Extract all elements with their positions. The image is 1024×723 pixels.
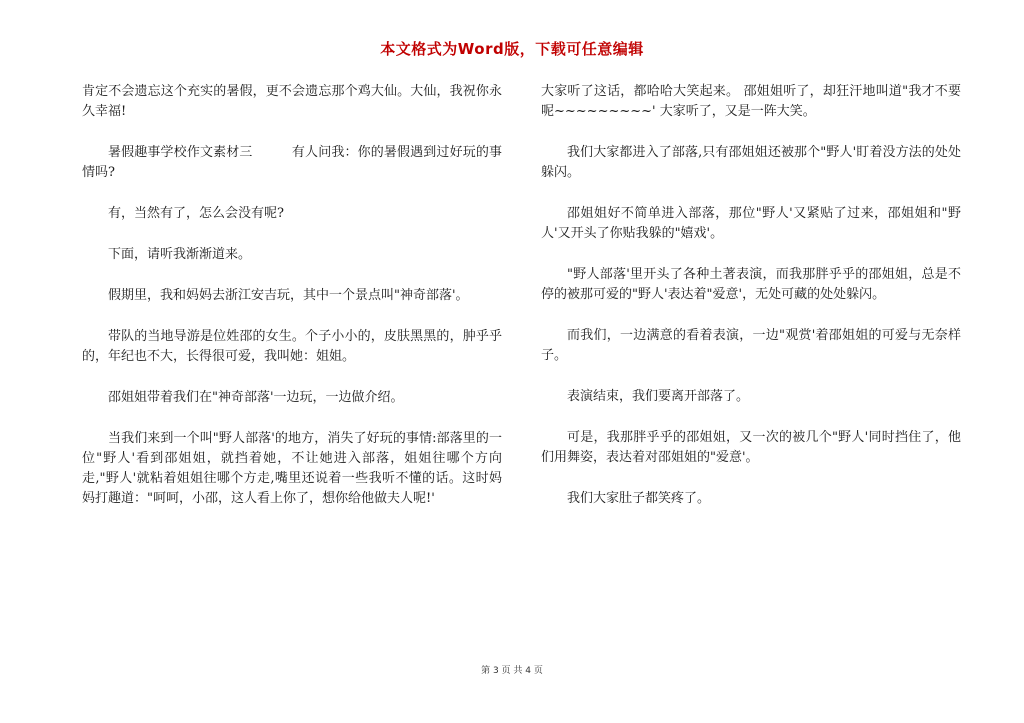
paragraph: 有，当然有了，怎么会没有呢?: [108, 206, 284, 221]
paragraph: 我们大家都进入了部落,只有邵姐姐还被那个"野人'盯着没方法的处处躲闪。: [541, 145, 961, 180]
paragraph: 表演结束，我们要离开部落了。: [567, 389, 750, 404]
right-column: [541, 82, 961, 509]
paragraph: 邵姐姐好不简单进入部落，那位"野人'又紧贴了过来，邵姐姐和"野人'又开头了你贴我躲的"嬉戏'。: [541, 206, 961, 241]
paragraph: "野人部落'里开头了各种土著表演，而我那胖乎乎的邵姐姐，总是不停的被那可爱的"野人'表达着"爱意'，无处可藏的处处躲闪。: [541, 267, 961, 302]
paragraph: 可是，我那胖乎乎的邵姐姐，又一次的被几个"野人'同时挡住了，他们用舞姿，表达着对邵姐姐的"爱意'。: [541, 430, 961, 465]
paragraph: 邵姐姐带着我们在"神奇部落'一边玩，一边做介绍。: [108, 390, 404, 405]
paragraph: 假期里，我和妈妈去浙江安吉玩，其中一个景点叫"神奇部落'。: [108, 288, 469, 303]
paragraph: 下面，请听我渐渐道来。: [108, 247, 252, 262]
paragraph: 肯定不会遗忘这个充实的暑假，更不会遗忘那个鸡大仙。大仙，我祝你永久幸福!: [82, 84, 502, 119]
paragraph: 大家听了这话，都哈哈大笑起来。 邵姐姐听了，却狂汗地叫道"我才不要呢~~~~~~~~~' 大家听了，又是一阵大笑。: [541, 84, 961, 119]
paragraph: 我们大家肚子都笑疼了。: [567, 491, 711, 506]
paragraph: 带队的当地导游是位姓邵的女生。个子小小的，皮肤黑黑的，肿乎乎的，年纪也不大，长得很可爱，我叫她：姐姐。: [82, 329, 502, 364]
document-header: 本文格式为Word版，下载可任意编辑: [380, 40, 644, 58]
paragraph: 而我们，一边满意的看着表演，一边"观赏'着邵姐姐的可爱与无奈样子。: [541, 328, 961, 363]
left-column: [82, 82, 502, 509]
paragraph: 当我们来到一个叫"野人部落'的地方，消失了好玩的事情:部落里的一位"野人'看到邵姐姐，就挡着她，不让她进入部落，姐姐往哪个方向走,"野人'就粘着姐姐往哪个方走,嘴里还说着一些我听不懂的话。这时妈妈打趣道："呵呵，小邵，这人看上你了，想你给他做夫人呢!': [82, 431, 502, 506]
paragraph: 暑假趣事学校作文素材三 有人问我：你的暑假遇到过好玩的事情吗?: [82, 145, 502, 180]
page-indicator: 第 3 页 共 4 页: [481, 666, 543, 676]
